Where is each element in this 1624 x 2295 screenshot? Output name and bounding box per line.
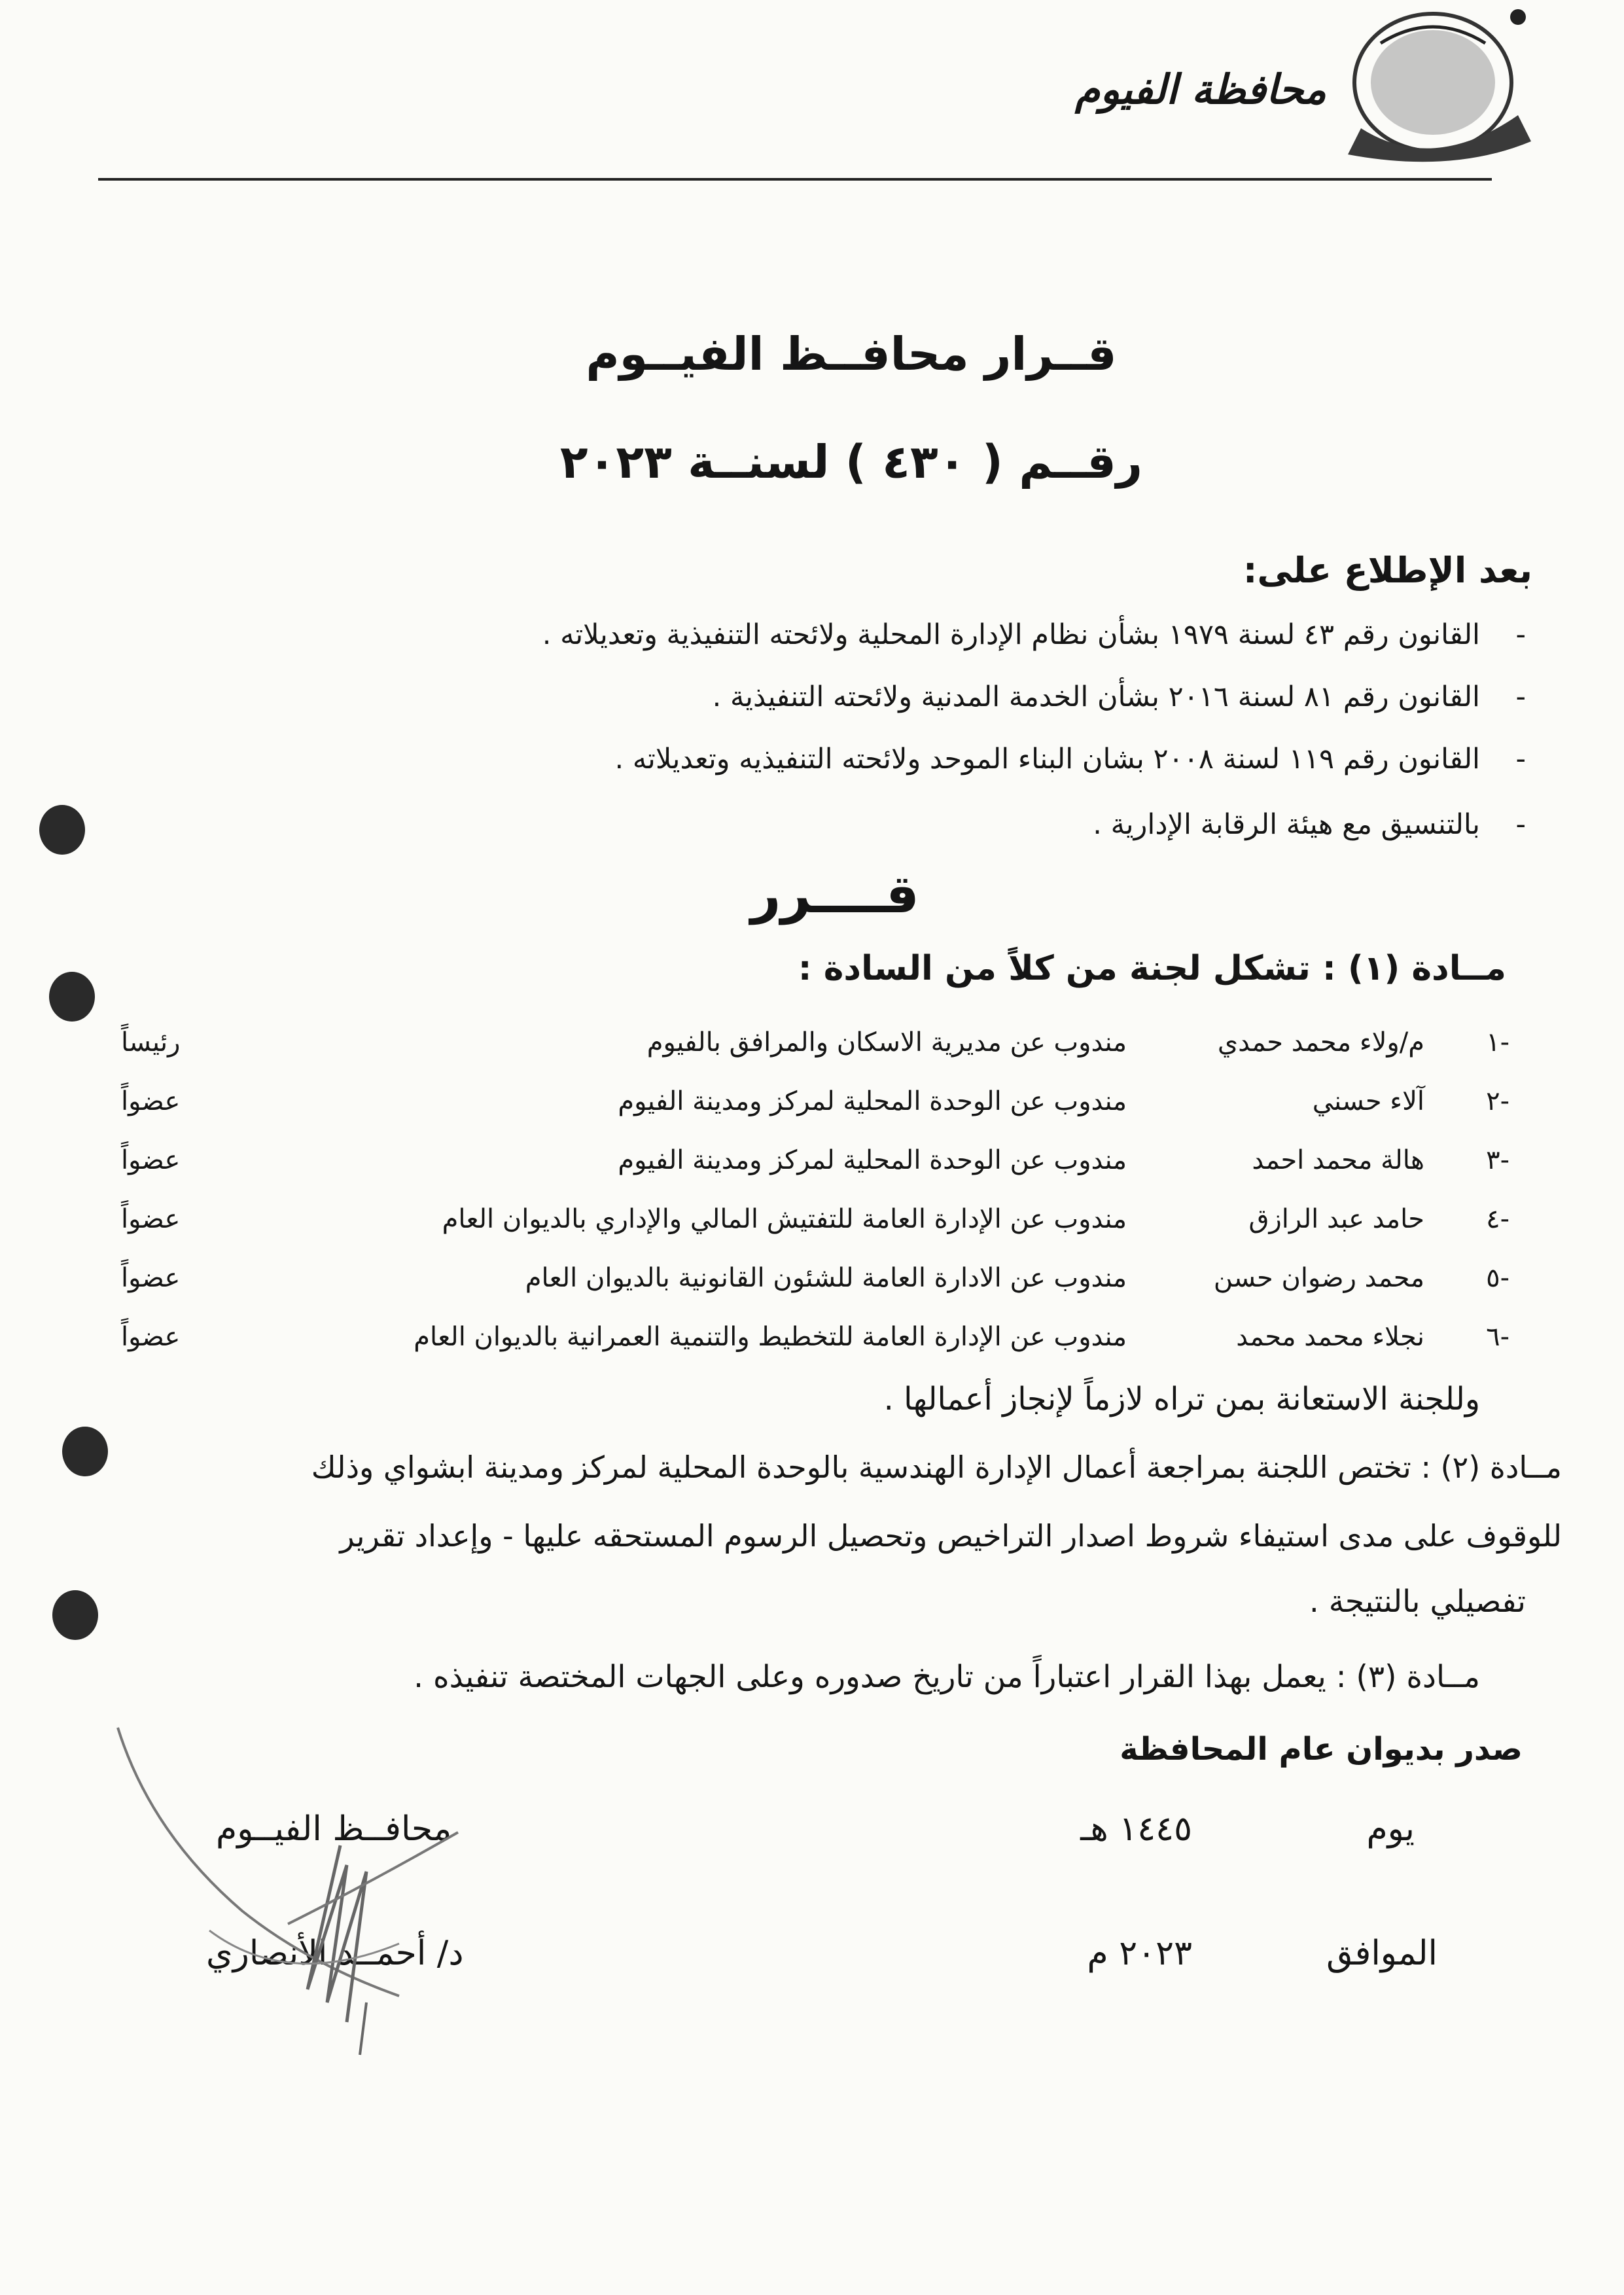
issued-line: صدر بديوان عام المحافظة: [1120, 1731, 1523, 1768]
hijri-date: ١٤٤٥ هـ: [1080, 1809, 1192, 1849]
member-role: مندوب عن الادارة العامة للشئون القانونية بالديوان العام: [525, 1263, 1127, 1293]
article-1-heading: مــادة (١) : تشكل لجنة من كلاً من السادة :: [798, 949, 1506, 988]
article-2-line: مــادة (٢) : تختص اللجنة بمراجعة أعمال الإدارة الهندسية بالوحدة المحلية لمركز ومدينة ابشواي وذلك: [311, 1450, 1562, 1485]
member-name: هالة محمد احمد: [1252, 1145, 1424, 1175]
handwritten-signature: [92, 1715, 484, 2084]
member-number: ٦-: [1486, 1322, 1509, 1352]
member-number: ١-: [1486, 1027, 1509, 1058]
decision-heading: قــــرر: [750, 864, 919, 925]
signature-title: محافــظ الفيــوم: [216, 1809, 452, 1849]
member-row: [0, 1086, 1624, 1116]
member-name: نجلاء محمد محمد: [1236, 1322, 1424, 1352]
governorate-header: محافظة الفيوم: [1074, 65, 1326, 113]
day-label: يوم: [1366, 1809, 1415, 1849]
member-row: [0, 1263, 1624, 1293]
article-2-line: تفصيلي بالنتيجة .: [1309, 1584, 1526, 1620]
member-row: [0, 1027, 1624, 1058]
member-row: [0, 1204, 1624, 1234]
corresponding-label: الموافق: [1326, 1934, 1438, 1973]
header-divider: [98, 178, 1492, 181]
punch-hole: [62, 1427, 108, 1476]
article-3: مــادة (٣) : يعمل بهذا القرار اعتباراً من تاريخ صدوره وعلى الجهات المختصة تنفيذه .: [414, 1659, 1480, 1695]
decree-number: رقــم ( ٤٣٠ ) لسنــة ٢٠٢٣: [559, 435, 1143, 489]
punch-hole: [39, 805, 85, 855]
member-name: آلاء حسني: [1312, 1086, 1424, 1116]
preamble-item: -القانون رقم ٤٣ لسنة ١٩٧٩ بشأن نظام الإدارة المحلية ولائحته التنفيذية وتعديلاته .: [542, 618, 1526, 651]
member-number: ٤-: [1486, 1204, 1509, 1234]
member-row: [0, 1322, 1624, 1352]
member-role: مندوب عن الوحدة المحلية لمركز ومدينة الفيوم: [618, 1145, 1127, 1175]
member-name: محمد رضوان حسن: [1213, 1263, 1424, 1293]
member-role: مندوب عن الوحدة المحلية لمركز ومدينة الفيوم: [618, 1086, 1127, 1116]
member-number: ٣-: [1486, 1145, 1509, 1175]
member-role: مندوب عن الإدارة العامة للتفتيش المالي والإداري بالديوان العام: [442, 1204, 1127, 1234]
member-role: مندوب عن مديرية الاسكان والمرافق بالفيوم: [646, 1027, 1127, 1058]
preamble-item: -بالتنسيق مع هيئة الرقابة الإدارية .: [1093, 808, 1526, 841]
article-1-closing: وللجنة الاستعانة بمن تراه لازماً لإنجاز أعمالها .: [883, 1381, 1480, 1417]
punch-hole: [49, 972, 95, 1022]
member-status: عضواً: [121, 1086, 181, 1116]
member-status: عضواً: [121, 1263, 181, 1293]
member-name: م/ولاء محمد حمدي: [1217, 1027, 1424, 1058]
member-status: عضواً: [121, 1204, 181, 1234]
governorate-seal: [1322, 4, 1544, 174]
signatory-name: د/ أحمــد الأنصاري: [206, 1934, 464, 1973]
preamble-item: -القانون رقم ١١٩ لسنة ٢٠٠٨ بشان البناء الموحد ولائحته التنفيذيه وتعديلاته .: [614, 743, 1526, 775]
member-status: عضواً: [121, 1145, 181, 1175]
member-status: عضواً: [121, 1322, 181, 1352]
preamble-item: -القانون رقم ٨١ لسنة ٢٠١٦ بشأن الخدمة المدنية ولائحته التنفيذية .: [712, 681, 1526, 713]
decree-title: قــرار محافــظ الفيــوم: [586, 327, 1117, 381]
member-number: ٢-: [1486, 1086, 1509, 1116]
preamble-intro: بعد الإطلاع على:: [1243, 550, 1532, 591]
member-status: رئيساً: [121, 1027, 181, 1058]
member-role: مندوب عن الإدارة العامة للتخطيط والتنمية العمرانية بالديوان العام: [414, 1322, 1127, 1352]
member-name: حامد عبد الرازق: [1248, 1204, 1424, 1234]
gregorian-date: ٢٠٢٣ م: [1087, 1934, 1192, 1973]
member-row: [0, 1145, 1624, 1175]
article-2-line: للوقوف على مدى استيفاء شروط اصدار التراخيص وتحصيل الرسوم المستحقه عليها - وإعداد تقرير: [340, 1518, 1562, 1554]
punch-hole: [52, 1590, 98, 1640]
member-number: ٥-: [1486, 1263, 1509, 1293]
